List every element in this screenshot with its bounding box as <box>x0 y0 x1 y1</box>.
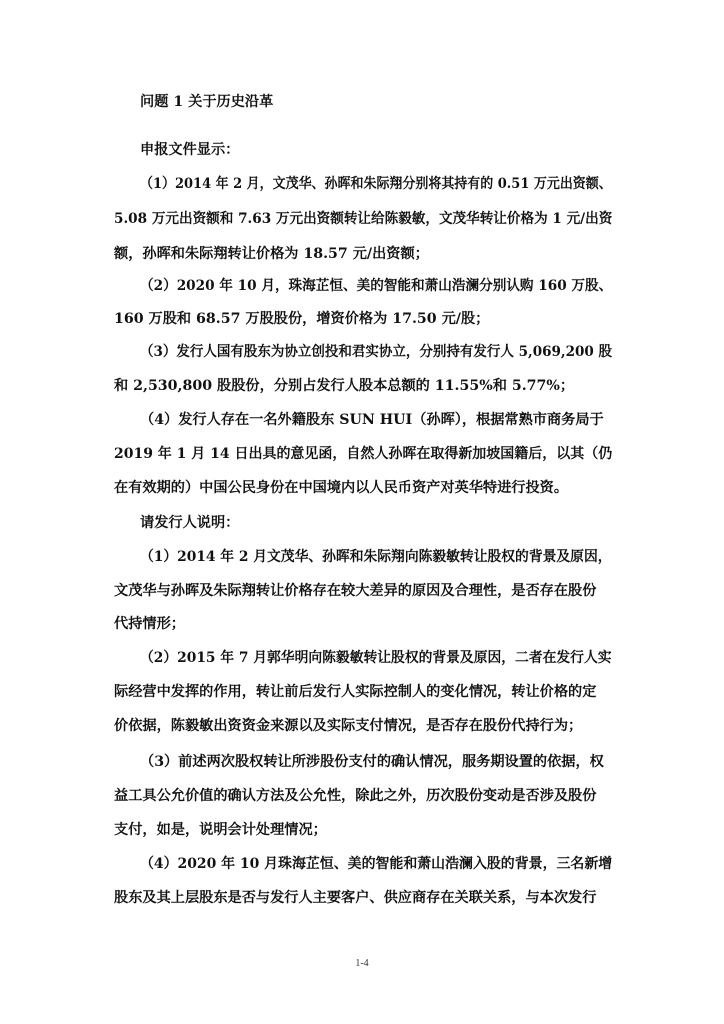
question-2-line-1: （2）2015 年 7 月郭华明向陈毅敏转让股权的背景及原因，二者在发行人实 <box>140 650 612 666</box>
item-2-line-1: （2）2020 年 10 月，珠海芷恒、美的智能和萧山浩澜分别认购 160 万股、 <box>140 278 613 294</box>
question-3-line-1: （3）前述两次股权转让所涉股份支付的确认情况，服务期设置的依据，权 <box>140 754 604 770</box>
section-heading: 问题 1 关于历史沿革 <box>140 94 274 110</box>
question-1-line-2: 文茂华与孙晖及朱际翔转让价格存在较大差异的原因及合理性，是否存在股份 <box>114 583 597 599</box>
question-1-line-1: （1）2014 年 2 月文茂华、孙晖和朱际翔向陈毅敏转让股权的背景及原因， <box>140 549 612 565</box>
item-3-line-2: 和 2,530,800 股股份，分别占发行人股本总额的 11.55%和 5.77%； <box>114 378 575 394</box>
intro-text: 申报文件显示： <box>140 142 240 158</box>
item-4-line-2: 2019 年 1 月 14 日出具的意见函，自然人孙晖在取得新加坡国籍后，以其（仍 <box>114 446 613 462</box>
item-2-line-2: 160 万股和 68.57 万股股份，增资价格为 17.50 元/股； <box>114 311 490 327</box>
item-4-line-3: 在有效期的）中国公民身份在中国境内以人民币资产对英华特进行投资。 <box>114 480 569 496</box>
item-1-line-3: 额，孙晖和朱际翔转让价格为 18.57 元/出资额； <box>114 246 429 262</box>
request-text: 请发行人说明： <box>140 515 240 531</box>
page-number: 1-4 <box>355 958 369 969</box>
question-4-line-1: （4）2020 年 10 月珠海芷恒、美的智能和萧山浩澜入股的背景，三名新增 <box>140 856 613 872</box>
item-1-line-1: （1）2014 年 2 月，文茂华、孙晖和朱际翔分别将其持有的 0.51 万元出资额、 <box>140 176 612 192</box>
item-4-line-1: （4）发行人存在一名外籍股东 SUN HUI（孙晖），根据常熟市商务局于 <box>140 412 604 428</box>
item-3-line-1: （3）发行人国有股东为协立创投和君实协立，分别持有发行人 5,069,200 股 <box>140 344 612 360</box>
item-1-line-2: 5.08 万元出资额和 7.63 万元出资额转让给陈毅敏，文茂华转让价格为 1 元/出资 <box>114 211 613 227</box>
question-1-line-3: 代持情形； <box>114 616 185 632</box>
question-2-line-3: 价依据，陈毅敏出资资金来源以及实际支付情况，是否存在股份代持行为； <box>114 718 583 734</box>
question-3-line-2: 益工具公允价值的确认方法及公允性，除此之外，历次股份变动是否涉及股份 <box>114 788 597 804</box>
question-3-line-3: 支付，如是，说明会计处理情况； <box>114 822 327 838</box>
question-4-line-2: 股东及其上层股东是否与发行人主要客户、供应商存在关联关系，与本次发行 <box>114 890 597 906</box>
question-2-line-2: 际经营中发挥的作用，转让前后发行人实际控制人的变化情况，转让价格的定 <box>114 684 597 700</box>
